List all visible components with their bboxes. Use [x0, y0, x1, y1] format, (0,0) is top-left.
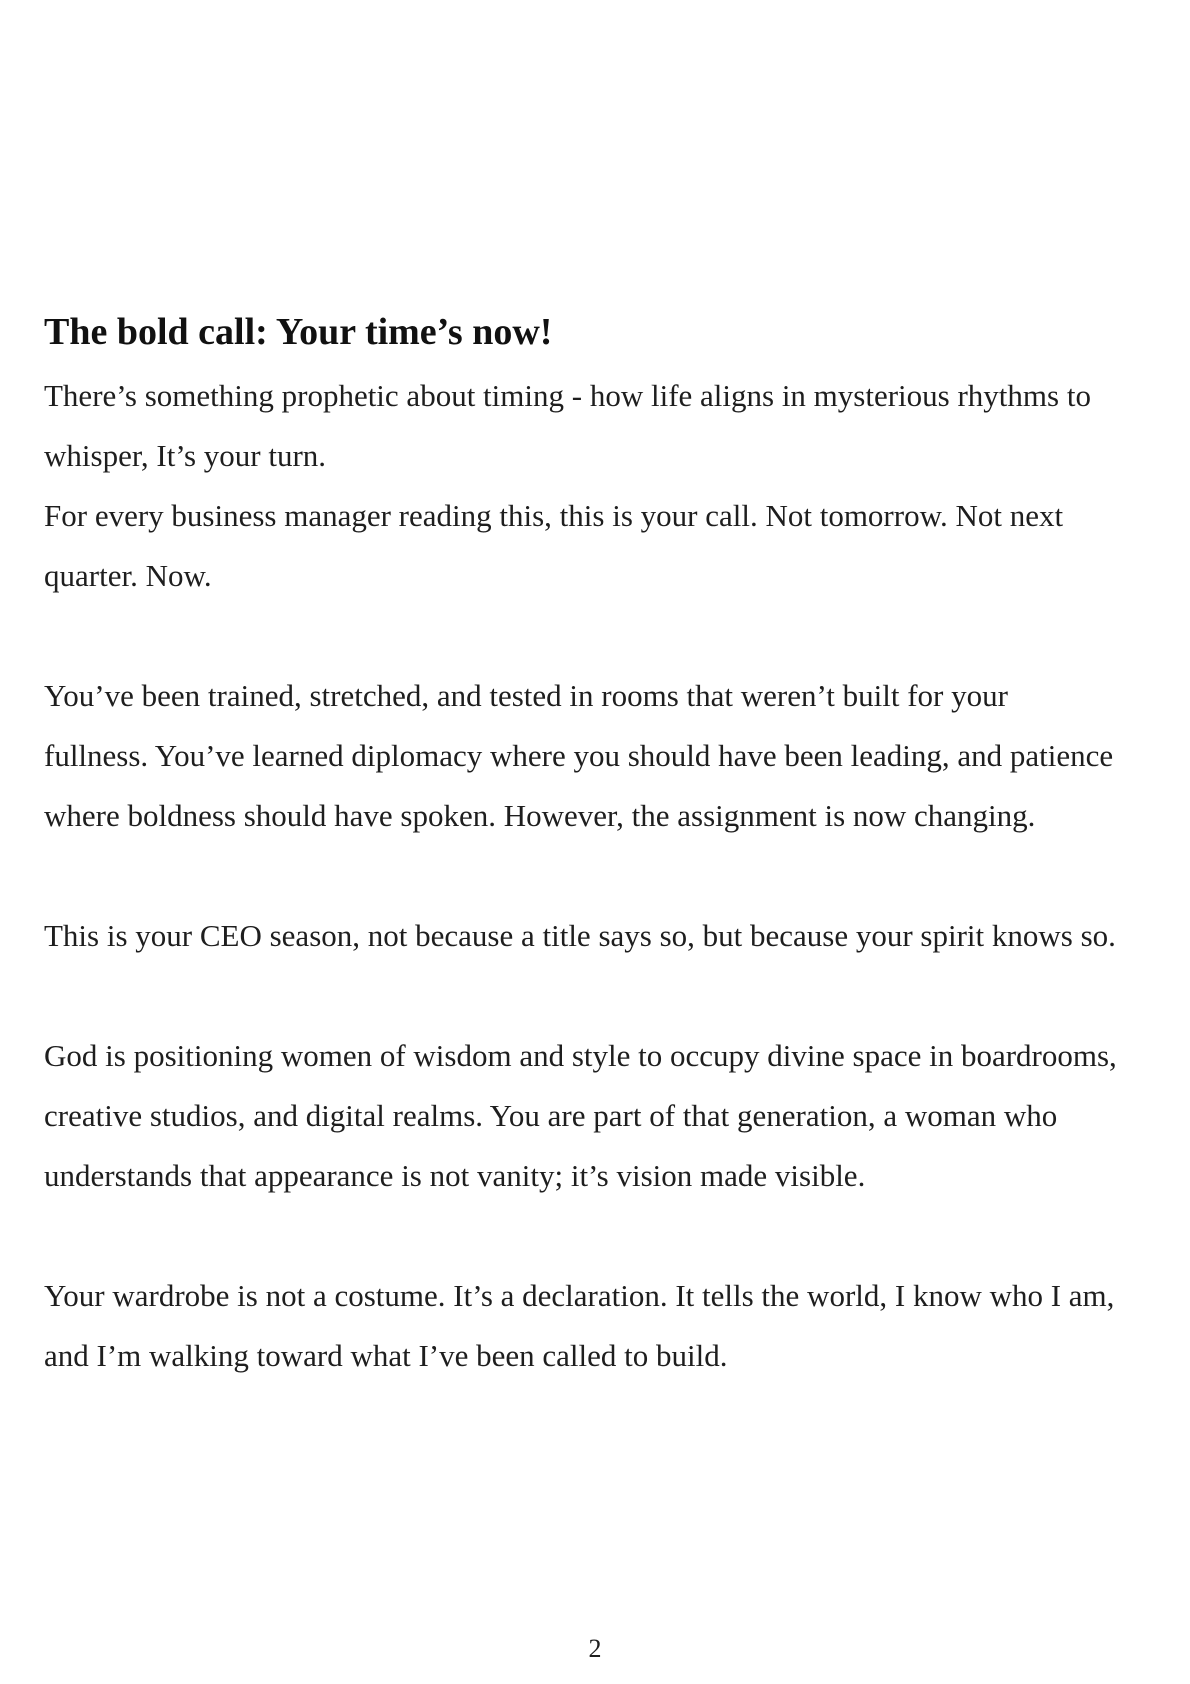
paragraph-line: where boldness should have spoken. However, the assignment is now changing.: [44, 798, 1036, 833]
paragraph-line: quarter. Now.: [44, 558, 212, 593]
paragraph-line: You’ve been trained, stretched, and tested in rooms that weren’t built for your: [44, 678, 1008, 713]
paragraph-line: There’s something prophetic about timing - how life aligns in mysterious rhythms to: [44, 378, 1091, 413]
paragraph-line: and I’m walking toward what I’ve been called to build.: [44, 1338, 728, 1373]
paragraph-6: [44, 1266, 1146, 1386]
paragraph-2: [44, 486, 1146, 606]
paragraph-line: Your wardrobe is not a costume. It’s a declaration. It tells the world, I know who I am,: [44, 1278, 1115, 1313]
paragraph-line: For every business manager reading this, this is your call. Not tomorrow. Not next: [44, 498, 1064, 533]
paragraph-4: [44, 906, 1146, 966]
paragraph-line: whisper, It’s your turn.: [44, 438, 327, 473]
paragraph-line: fullness. You’ve learned diplomacy where you should have been leading, and patience: [44, 738, 1114, 773]
paragraph-line: This is your CEO season, not because a title says so, but because your spirit knows so.: [44, 918, 1116, 953]
paragraph-line: understands that appearance is not vanity; it’s vision made visible.: [44, 1158, 866, 1193]
paragraph-line: God is positioning women of wisdom and style to occupy divine space in boardrooms,: [44, 1038, 1117, 1073]
paragraph-3: [44, 666, 1146, 846]
page-number: 2: [588, 1634, 602, 1663]
paragraph-1: [44, 366, 1146, 486]
section-heading: The bold call: Your time’s now!: [44, 311, 553, 353]
page-content: [44, 0, 1146, 1386]
paragraph-5: [44, 1026, 1146, 1206]
paragraph-line: creative studios, and digital realms. You are part of that generation, a woman who: [44, 1098, 1058, 1133]
